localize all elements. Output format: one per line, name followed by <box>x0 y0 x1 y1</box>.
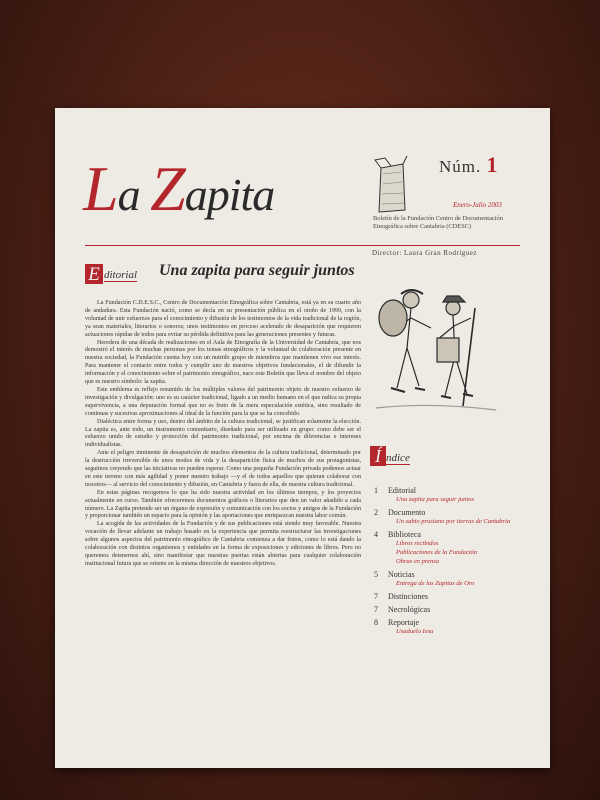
editorial-paragraph: Este emblema es reflejo resumido de los múltiples valores del patrimonio objeto de nuestro esfuerzo de investigación y divulgación: uno es su carácter tradicional, ligado a un medio humano en el que radica su propia supervivencia, a una depuración formal que no es fruto de la mera especulación estética, sino resultado de continuas y sucesivas aproximaciones al ideal de la función para la que se ha concebido. <box>85 386 361 417</box>
list-item <box>374 530 524 566</box>
editorial-label: ditorial <box>104 269 138 281</box>
issue-number-value: 1 <box>486 152 499 177</box>
issue-date: Enero-Julio 2003 <box>453 201 502 209</box>
editorial-body <box>85 300 361 569</box>
header-rule <box>85 245 520 246</box>
index-page: 2 <box>374 508 378 517</box>
index-subtitle: Entrega de las Zapitas de Oro <box>396 580 475 587</box>
index-label: ndice <box>386 452 410 464</box>
masthead-title <box>83 152 274 226</box>
index-title: Distinciones <box>388 592 428 601</box>
newsletter-page <box>55 108 550 768</box>
title-initial: L <box>83 153 118 224</box>
index-page: 5 <box>374 570 378 579</box>
issue-label: Núm. <box>439 157 482 176</box>
index-page: 4 <box>374 530 378 539</box>
index-subtitle: Libros recibidos <box>396 540 439 547</box>
title-initial-z: Z <box>150 153 185 224</box>
director-line: Director: Laura Gran Rodríguez <box>372 249 477 257</box>
list-item <box>374 618 524 636</box>
index-title: Necrológicas <box>388 605 431 614</box>
index-subtitle: Obras en prensa <box>396 558 440 565</box>
editorial-paragraph: La Fundación C.D.E.S.C., Centro de Documentación Etnográfica sobre Cantabria, está ya en su cuarto año de andadura. Esta Fundación nació, como se decía en su presentación pública en el otoño de 1999, con la voluntad de unir esfuerzos para el conocimiento y difusión de los testimonios de la vida tradicional de la región, ya sean materiales, literarios o sonoros; unos testimonios en proceso acelerado de desaparición que requieren actuaciones rápidas de todos para evitar su pérdida definitiva para las generaciones presentes y futuras. <box>85 300 361 338</box>
index-subtitle: Publicaciones de la Fundación <box>396 549 478 556</box>
index-subtitle: Una zapita para seguir juntos <box>396 496 475 503</box>
index-page: 1 <box>374 486 378 495</box>
list-item <box>374 605 524 614</box>
index-list <box>374 486 524 640</box>
zapita-can-icon <box>373 154 411 214</box>
index-page: 7 <box>374 592 378 601</box>
index-title: Reportaje <box>388 618 420 627</box>
list-item <box>374 508 524 526</box>
list-item <box>374 592 524 601</box>
index-title: Biblioteca <box>388 530 421 539</box>
index-title: Noticias <box>388 570 415 579</box>
editorial-initial: E <box>85 264 103 284</box>
index-page: 7 <box>374 605 378 614</box>
tagline: Boletín de la Fundación Centro de Documentación Etnográfica sobre Cantabria (CDESC) <box>373 215 503 230</box>
editorial-paragraph: Ante el peligro inminente de desaparición de muchos elementos de la cultura tradicional, determinado por la destrucción irreversible de unos modos de vida y la desaparición física de muchos de sus protagonistas, seguimos creyendo que las iniciativas no pueden esperar. Como una pequeña Fundación privada podemos actuar en este terreno con más agilidad y poner nuestro trabajo —y el de todos aquellos que quieran colaborar con nosotros— al servicio del conocimiento y difusión, en Cantabria y fuera de ella, de nuestra cultura tradicional. <box>85 450 361 488</box>
index-subtitle: Un sabio prusiano por tierras de Cantabria <box>396 518 511 525</box>
index-title: Documento <box>388 508 426 517</box>
editorial-paragraph: En estas páginas recogemos lo que ha sido nuestra actividad en los últimos tiempos, y los proyectos actualmente en curso. También ofreceremos documentos gráficos o literarios que den un valor añadido a cada número. La Zapita pretende ser un órgano de expresión y comunicación con los socios y amigos de la Fundación y proporcionar también un espacio para la opinión y las aportaciones que enriquezcan nuestra labor común. <box>85 489 361 520</box>
index-initial: Í <box>370 446 386 466</box>
editorial-paragraph: Dialéctica entre forma y uso, dentro del ámbito de la cultura tradicional, se justifican solamente la elección. La zapita es, ante todo, un instrumento comunitario, diseñado para ser utilizado en grupo: como debe ser el esfuerzo unido de estudio y protección del patrimonio tradicional, por encima de diferencias e intereses individualistas. <box>85 418 361 449</box>
editorial-headline: Una zapita para seguir juntos <box>159 262 355 279</box>
travelers-illustration <box>371 278 501 418</box>
issue-number <box>439 152 499 178</box>
editorial-paragraph: Heredera de una década de realizaciones en el Aula de Etnografía de la Universidad de Cantabria, que nos demostró el interés de muchas personas por los temas etnográficos y la voluntad de colaboración presente en nuestra sociedad, la Fundación cuenta hoy con un nutrido grupo de miembros que mantienen vivo ese interés. Para mantener el contacto entre todos y cumplir uno de nuestros objetivos fundacionales, el de difundir la información y el conocimiento sobre el patrimonio etnográfico, nace este Boletín que lleva el nombre del objeto que es nuestro símbolo: la zapita. <box>85 339 361 386</box>
list-item <box>374 486 524 504</box>
list-item <box>374 570 524 588</box>
index-title: Editorial <box>388 486 416 495</box>
index-page: 8 <box>374 618 378 627</box>
title-part-a: a <box>117 169 151 220</box>
title-part-b: apita <box>184 169 275 220</box>
index-subtitle: Usaduelo Iesu <box>396 628 434 635</box>
editorial-paragraph: La acogida de las actividades de la Fundación y de sus publicaciones está siendo muy favorable. Nuestra vocación de llevar adelante un trabajo basado en la experiencia que permita reestructurar las investigaciones sobre algunos aspectos del patrimonio etnográfico de Cantabria comienza a dar frutos, como lo está dando la colaboración con distintos organismos y entidades en la forma de exposiciones y ediciones de libros. Pero no queremos detenernos ahí, sino manifestar que nuestras puertas están abiertas para cualquier colaboración institucional futura que se oriente en la misma dirección de nuestros objetivos. <box>85 521 361 567</box>
